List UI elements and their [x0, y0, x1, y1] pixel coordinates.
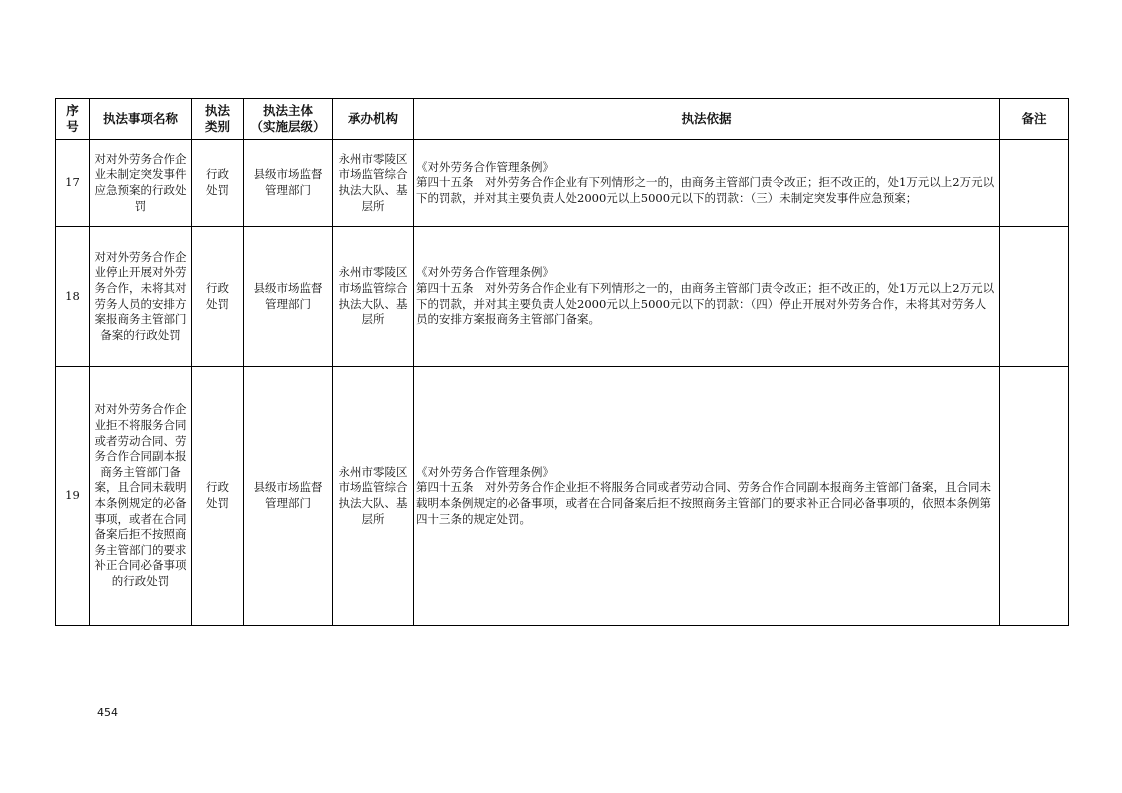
cell-seq: 19 [56, 367, 90, 626]
table-row [56, 140, 1069, 227]
cell-subject: 县级市场监督管理部门 [244, 367, 333, 626]
cell-category: 行政处罚 [192, 367, 244, 626]
cell-name: 对对外劳务合作企业拒不将服务合同或者劳动合同、劳务合作合同副本报商务主管部门备案，且合同未载明本条例规定的必备事项，或者在合同备案后拒不按照商务主管部门的要求补正合同必备事项的行政处罚 [90, 367, 192, 626]
cell-subject: 县级市场监督管理部门 [244, 227, 333, 367]
cell-seq: 18 [56, 227, 90, 367]
header-subject-line1: 执法主体 [262, 103, 313, 118]
page-number: 454 [97, 706, 118, 719]
header-seq: 序号 [56, 99, 90, 140]
table-row [56, 367, 1069, 626]
header-category: 执法类别 [192, 99, 244, 140]
basis-title: 《对外劳务合作管理条例》 [416, 159, 554, 174]
cell-category: 行政处罚 [192, 140, 244, 227]
cell-basis [414, 140, 1000, 227]
cell-agency: 永州市零陵区市场监管综合执法大队、基层所 [333, 367, 414, 626]
cell-category: 行政处罚 [192, 227, 244, 367]
cell-name: 对对外劳务合作企业未制定突发事件应急预案的行政处罚 [90, 140, 192, 227]
basis-text: 第四十五条 对外劳务合作企业有下列情形之一的，由商务主管部门责令改正；拒不改正的，处1万元以上2万元以下的罚款，并对其主要负责人处2000元以上5000元以下的罚款：（四）停止开展对外劳务合作，未将其对劳务人员的安排方案报商务主管部门备案。 [416, 280, 995, 327]
basis-text: 第四十五条 对外劳务合作企业拒不将服务合同或者劳动合同、劳务合作合同副本报商务主管部门备案，且合同未载明本条例规定的必备事项，或者在合同备案后拒不按照商务主管部门的要求补正合同必备事项的，依照本条例第四十三条的规定处罚。 [416, 480, 991, 526]
enforcement-table [55, 98, 1069, 626]
basis-title: 《对外劳务合作管理条例》 [416, 265, 554, 280]
cell-subject: 县级市场监督管理部门 [244, 140, 333, 227]
cell-agency: 永州市零陵区市场监管综合执法大队、基层所 [333, 140, 414, 227]
header-basis: 执法依据 [414, 99, 1000, 140]
basis-title: 《对外劳务合作管理条例》 [416, 464, 554, 479]
cell-basis [414, 227, 1000, 367]
header-subject-line2: （实施层级） [250, 119, 326, 134]
header-remarks: 备注 [1000, 99, 1069, 140]
header-name: 执法事项名称 [90, 99, 192, 140]
cell-remarks [1000, 367, 1069, 626]
cell-remarks [1000, 140, 1069, 227]
cell-seq: 17 [56, 140, 90, 227]
table-header-row [56, 99, 1069, 140]
cell-remarks [1000, 227, 1069, 367]
cell-agency: 永州市零陵区市场监管综合执法大队、基层所 [333, 227, 414, 367]
header-subject [244, 99, 333, 140]
table-row [56, 227, 1069, 367]
cell-basis [414, 367, 1000, 626]
basis-text: 第四十五条 对外劳务合作企业有下列情形之一的，由商务主管部门责令改正；拒不改正的，处1万元以上2万元以下的罚款，并对其主要负责人处2000元以上5000元以下的罚款：（三）未制定突发事件应急预案； [416, 175, 995, 205]
cell-name: 对对外劳务合作企业停止开展对外劳务合作，未将其对劳务人员的安排方案报商务主管部门备案的行政处罚 [90, 227, 192, 367]
header-agency: 承办机构 [333, 99, 414, 140]
